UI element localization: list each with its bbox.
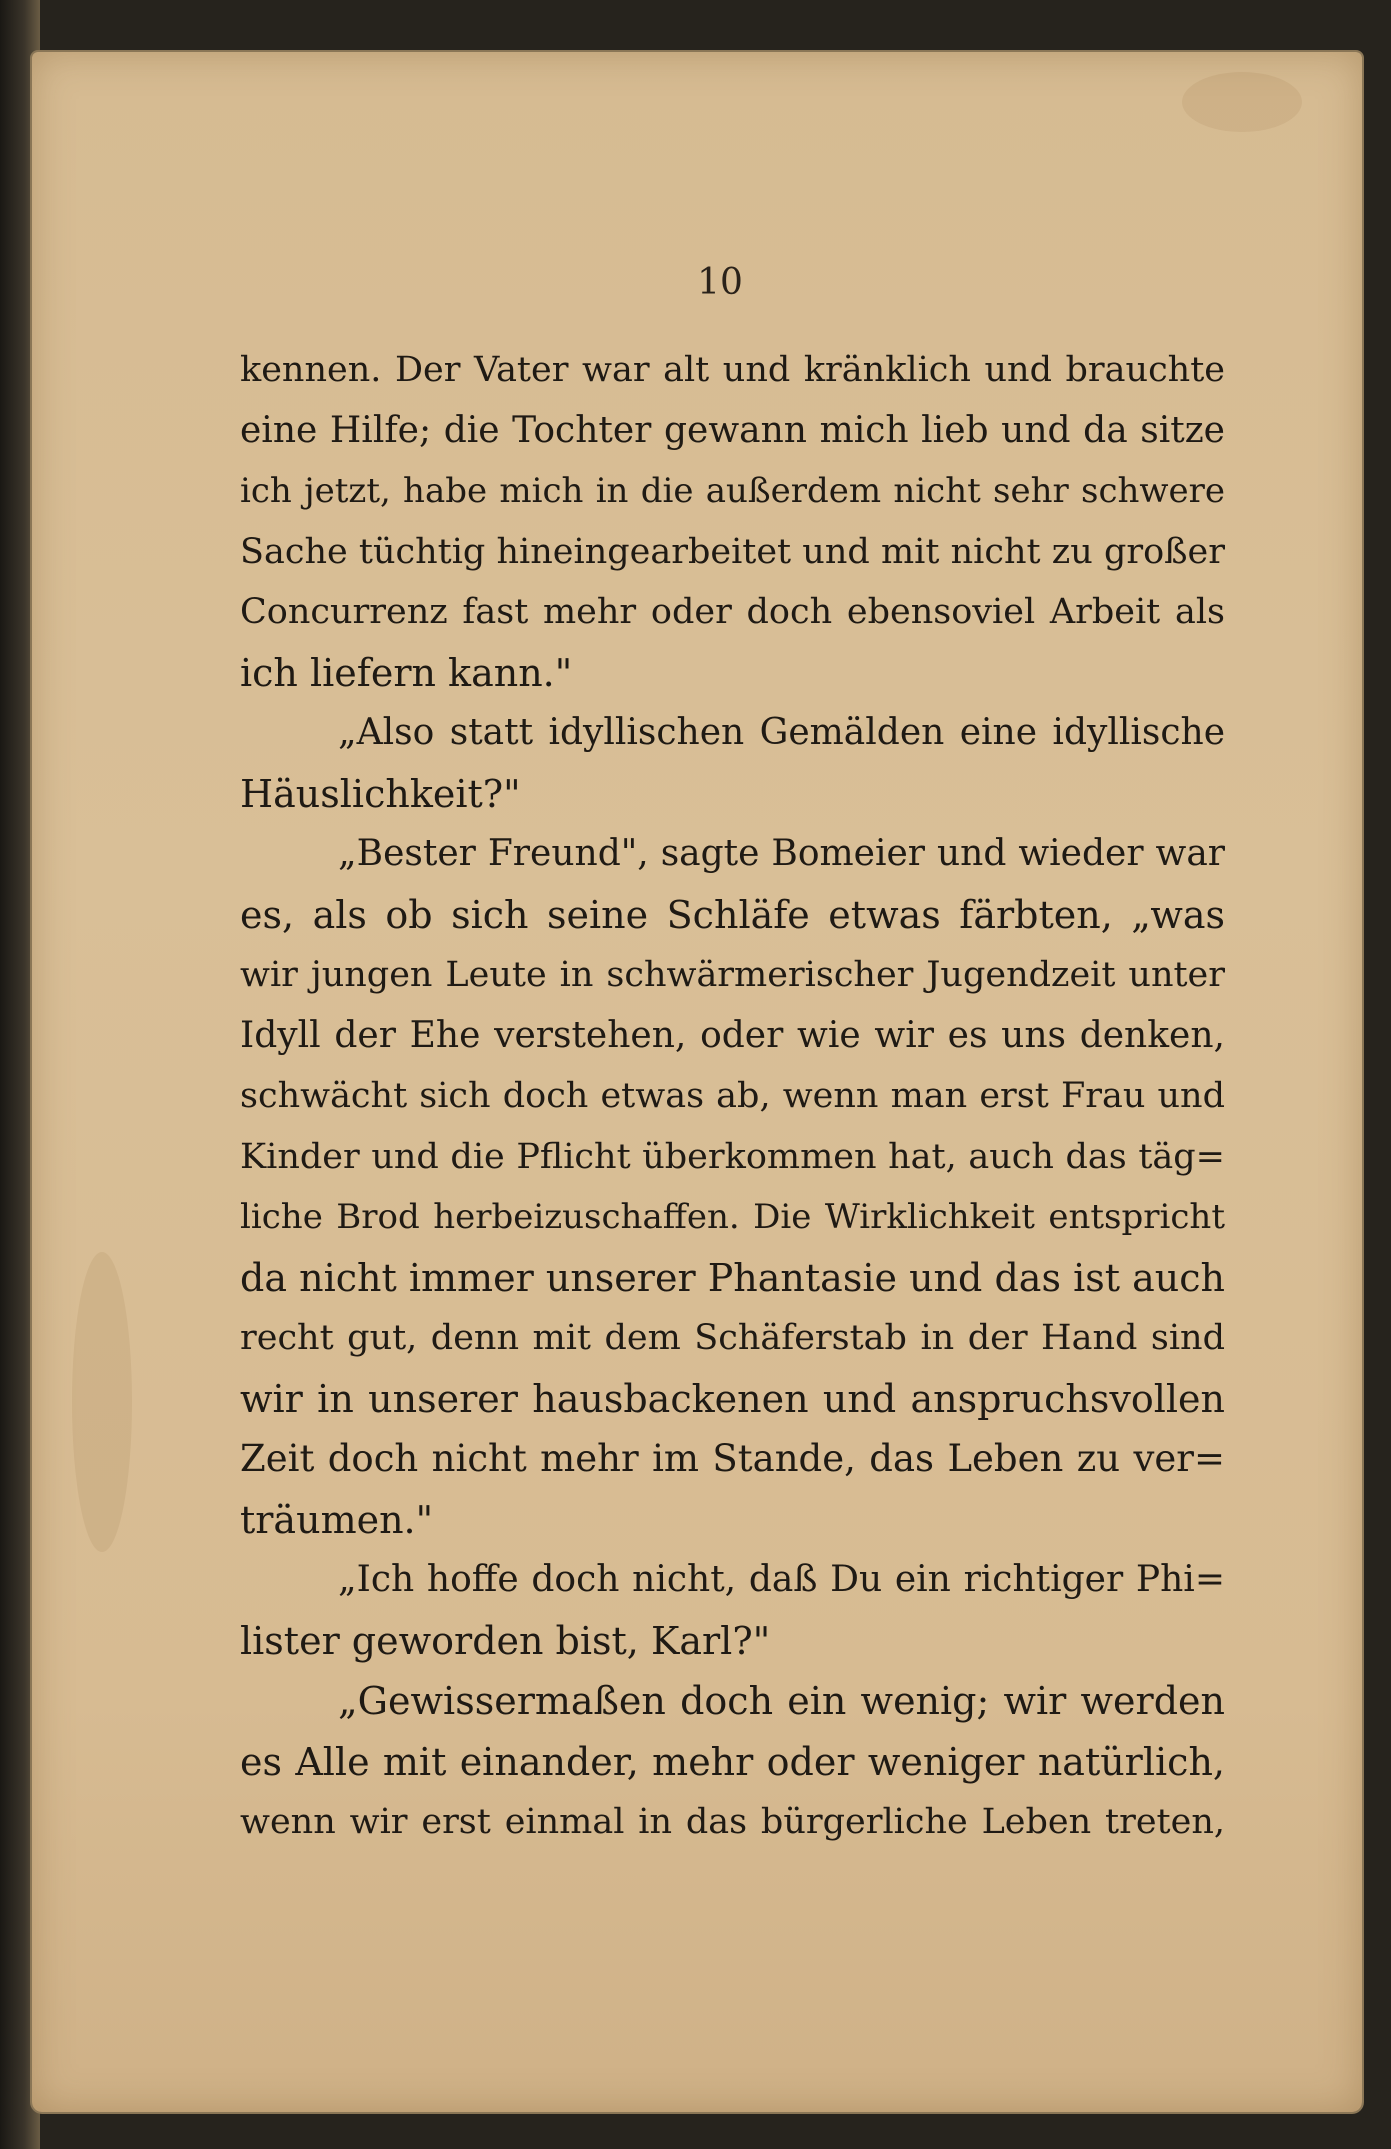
text-line: „Gewissermaßen doch ein wenig; wir werden — [338, 1679, 1225, 1723]
text-line: da nicht immer unserer Phantasie und das ist auch — [240, 1255, 1225, 1300]
text-line: ich liefern kann." — [240, 650, 573, 695]
text-line: „Bester Freund", sagte Bomeier und wieder war — [338, 833, 1225, 874]
text-line: liche Brod herbeizuschaffen. Die Wirklichkeit entspricht — [240, 1197, 1225, 1237]
text-line: ich jetzt, habe mich in die außerdem nicht sehr schwere — [240, 471, 1225, 511]
text-line: es Alle mit einander, mehr oder weniger natürlich, — [240, 1739, 1225, 1784]
text-line: es, als ob sich seine Schläfe etwas färbten, „was — [240, 892, 1225, 937]
text-line: Kinder und die Pflicht überkommen hat, auch das täg= — [240, 1136, 1225, 1177]
text-line: Häuslichkeit?" — [240, 771, 521, 816]
text-line: lister geworden bist, Karl?" — [240, 1618, 771, 1663]
text-line: recht gut, denn mit dem Schäferstab in der Hand sind — [240, 1318, 1225, 1358]
text-line: kennen. Der Vater war alt und kränklich und brauchte — [240, 350, 1225, 390]
text-line: Sache tüchtig hineingearbeitet und mit nicht zu großer — [240, 531, 1225, 572]
text-line: wir in unserer hausbackenen und anspruchsvollen — [240, 1376, 1225, 1421]
text-line: „Ich hoffe doch nicht, daß Du ein richtiger Phi= — [338, 1559, 1225, 1600]
page-stain — [1182, 72, 1302, 132]
page-stain — [72, 1252, 132, 1552]
text-line: eine Hilfe; die Tochter gewann mich lieb und da sitze — [240, 409, 1225, 451]
text-line: Concurrenz fast mehr oder doch ebensoviel Arbeit als — [240, 592, 1225, 632]
page-number: 10 — [697, 262, 743, 303]
text-line: Idyll der Ehe verstehen, oder wie wir es uns denken, — [240, 1014, 1225, 1056]
text-line: schwächt sich doch etwas ab, wenn man erst Frau und — [240, 1076, 1225, 1116]
text-line: wir jungen Leute in schwärmerischer Jugendzeit unter — [240, 955, 1225, 995]
text-line: Zeit doch nicht mehr im Stande, das Leben zu ver= — [240, 1437, 1225, 1480]
text-line: träumen." — [240, 1497, 434, 1542]
text-line: „Also statt idyllischen Gemälden eine idyllische — [338, 712, 1225, 753]
body-text — [240, 340, 1225, 1853]
text-line: wenn wir erst einmal in das bürgerliche Leben treten, — [240, 1802, 1225, 1842]
